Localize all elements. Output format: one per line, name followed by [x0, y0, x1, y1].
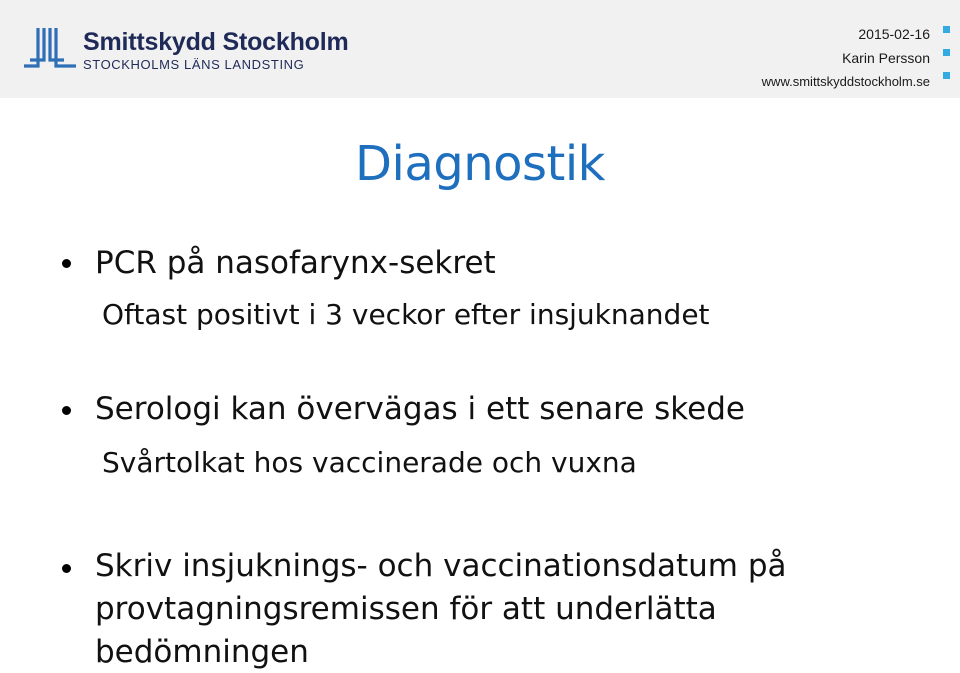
slide-header: [0, 0, 960, 98]
slide-date: 2015-02-16: [858, 26, 930, 42]
logo-subtitle: STOCKHOLMS LÄNS LANDSTING: [83, 57, 305, 72]
bullet-text-line: provtagningsremissen för att underlätta: [95, 591, 717, 627]
logo-name: Smittskydd Stockholm: [83, 28, 349, 56]
bullet-icon: [62, 259, 71, 268]
website-url: www.smittskyddstockholm.se: [761, 74, 930, 89]
accent-square-icon: [943, 49, 950, 56]
slide-author: Karin Persson: [842, 50, 930, 66]
accent-square-icon: [943, 72, 950, 79]
bullet-subtext: Oftast positivt i 3 veckor efter insjuknandet: [102, 298, 710, 331]
bullet-text: PCR på nasofarynx-sekret: [95, 245, 496, 281]
slide-meta: [762, 22, 930, 94]
bullet-icon: [62, 564, 71, 573]
bullet-icon: [62, 406, 71, 415]
slide-title: Diagnostik: [355, 136, 605, 192]
bullet-text: Serologi kan övervägas i ett senare skede: [95, 391, 745, 427]
bullet-subtext: Svårtolkat hos vaccinerade och vuxna: [102, 446, 637, 479]
accent-square-icon: [943, 26, 950, 33]
bullet-text-line: bedömningen: [95, 634, 309, 670]
bullet-text-line: Skriv insjuknings- och vaccinationsdatum på: [95, 548, 787, 584]
smittskydd-logo-icon: [22, 26, 78, 70]
